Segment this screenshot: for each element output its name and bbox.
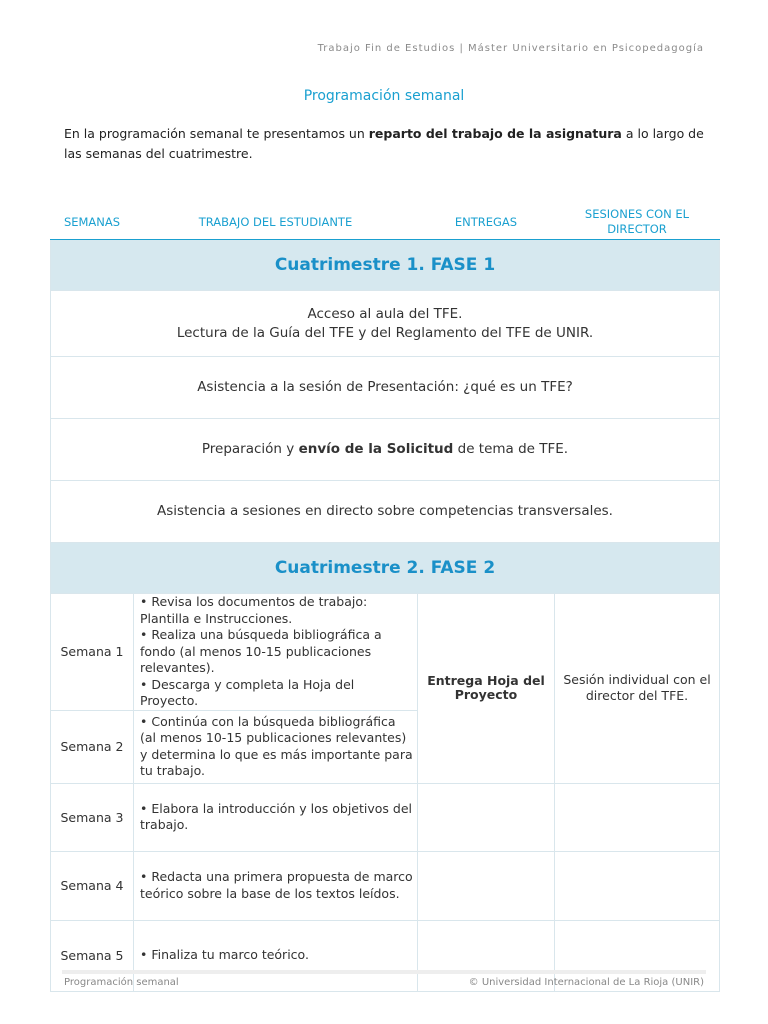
access-line-1: Acceso al aula del TFE. <box>307 305 463 322</box>
access-line-2: Lectura de la Guía del TFE y del Reglamento del TFE de UNIR. <box>176 324 594 341</box>
week-task: • Revisa los documentos de trabajo: Plantilla e Instrucciones. • Realiza una búsqueda bibliográfica a fondo (al menos 10-15 publicaciones relevantes). • Descarga y completa la Hoja del Proyecto. <box>134 594 418 711</box>
week-label: Semana 2 <box>51 710 134 783</box>
delivery-cell-empty <box>418 783 555 851</box>
intro-text-bold: reparto del trabajo de la asignatura <box>368 126 622 141</box>
week-task: • Finaliza tu marco teórico. <box>134 920 418 991</box>
intro-text-end: a lo largo de las semanas del cuatrimestre. <box>64 126 704 161</box>
session-cell-empty <box>555 851 720 920</box>
intro-text-start: En la programación semanal te presentamos un <box>64 126 369 141</box>
week-task: • Continúa con la búsqueda bibliográfica (al menos 10-15 publicaciones relevantes) y determina lo que es más importante para tu trabajo. <box>134 710 418 783</box>
header-weeks: SEMANAS <box>51 205 134 240</box>
header-deliveries: ENTREGAS <box>418 205 555 240</box>
phase-2-title: Cuatrimestre 2. FASE 2 <box>51 543 720 594</box>
delivery-cell: Entrega Hoja del Proyecto <box>418 594 555 784</box>
footer-divider <box>62 970 706 974</box>
table-row <box>51 851 720 920</box>
week-task: • Elabora la introducción y los objetivos del trabajo. <box>134 783 418 851</box>
phase-1-row-request <box>51 419 720 481</box>
phase-1-row-competences <box>51 481 720 543</box>
phase-1-cell-access <box>51 291 720 357</box>
week-label: Semana 5 <box>51 920 134 991</box>
week-label: Semana 3 <box>51 783 134 851</box>
footer-section-title: Programación semanal <box>64 977 179 988</box>
running-header: Trabajo Fin de Estudios | Máster Universitario en Psicopedagogía <box>317 43 704 54</box>
delivery-cell-empty <box>418 851 555 920</box>
request-text-end: de tema de TFE. <box>453 441 569 457</box>
phase-1-cell-competences: Asistencia a sesiones en directo sobre competencias transversales. <box>51 481 720 543</box>
phase-1-row-presentation <box>51 357 720 419</box>
page-title: Programación semanal <box>303 88 465 104</box>
table-row <box>51 594 720 711</box>
phase-1-row-access <box>51 291 720 357</box>
table-row <box>51 783 720 851</box>
header-director-sessions: SESIONES CON EL DIRECTOR <box>555 205 720 240</box>
phase-1-row <box>51 240 720 291</box>
session-cell-empty <box>555 783 720 851</box>
phase-1-cell-request <box>51 419 720 481</box>
weekly-schedule-table <box>50 205 720 992</box>
week-label: Semana 1 <box>51 594 134 711</box>
phase-2-row <box>51 543 720 594</box>
week-label: Semana 4 <box>51 851 134 920</box>
intro-paragraph <box>64 124 704 164</box>
request-text-bold: envío de la Solicitud <box>298 441 454 457</box>
request-text-start: Preparación y <box>201 441 299 457</box>
table-header-row <box>51 205 720 240</box>
week-task: • Redacta una primera propuesta de marco teórico sobre la base de los textos leídos. <box>134 851 418 920</box>
session-cell: Sesión individual con el director del TFE. <box>555 594 720 784</box>
phase-1-cell-presentation: Asistencia a la sesión de Presentación: ¿qué es un TFE? <box>51 357 720 419</box>
footer-copyright: © Universidad Internacional de La Rioja (UNIR) <box>468 977 704 988</box>
phase-1-title: Cuatrimestre 1. FASE 1 <box>51 240 720 291</box>
header-student-work: TRABAJO DEL ESTUDIANTE <box>134 205 418 240</box>
